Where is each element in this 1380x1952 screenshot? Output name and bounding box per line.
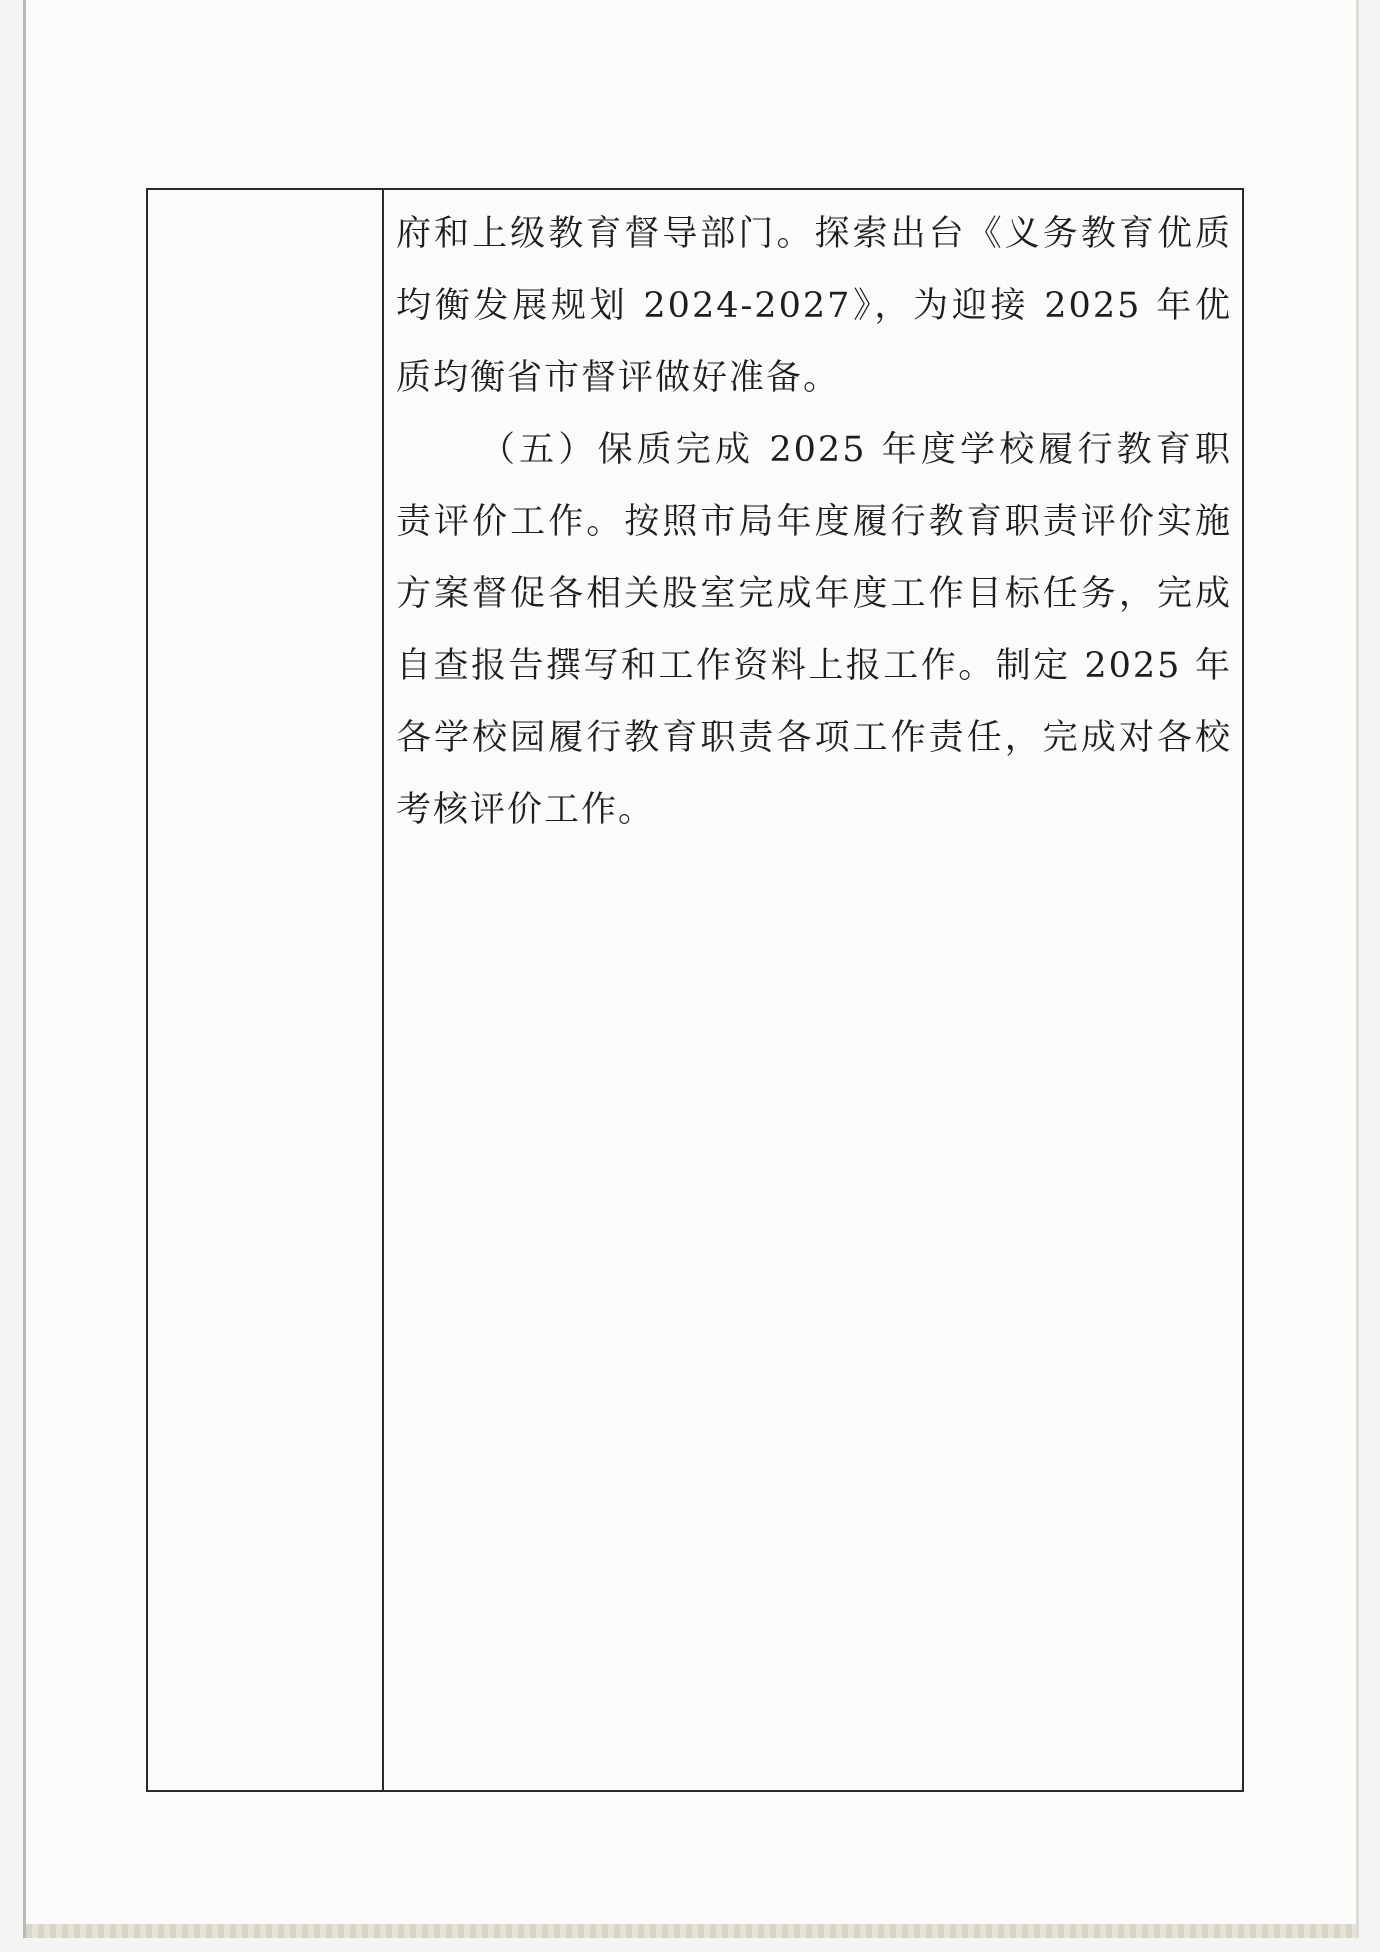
table-left-cell: [148, 190, 384, 1790]
table-content-cell: [384, 190, 1242, 1790]
page-bottom-edge: [26, 1924, 1356, 1938]
paragraph-continuation: 府和上级教育督导部门。探索出台《义务教育优质均衡发展规划 2024-2027》，为迎接 2025 年优质均衡省市督评做好准备。: [396, 214, 1232, 398]
paragraph-section-five: （五）保质完成 2025 年度学校履行教育职责评价工作。按照市局年度履行教育职责评价实施方案督促各相关股室完成年度工作目标任务，完成自查报告撰写和工作资料上报工作。制定 2025 年各学校园履行教育职责各项工作责任，完成对各校考核评价工作。: [396, 430, 1232, 830]
form-table: [146, 188, 1244, 1792]
document-page: [26, 0, 1356, 1938]
